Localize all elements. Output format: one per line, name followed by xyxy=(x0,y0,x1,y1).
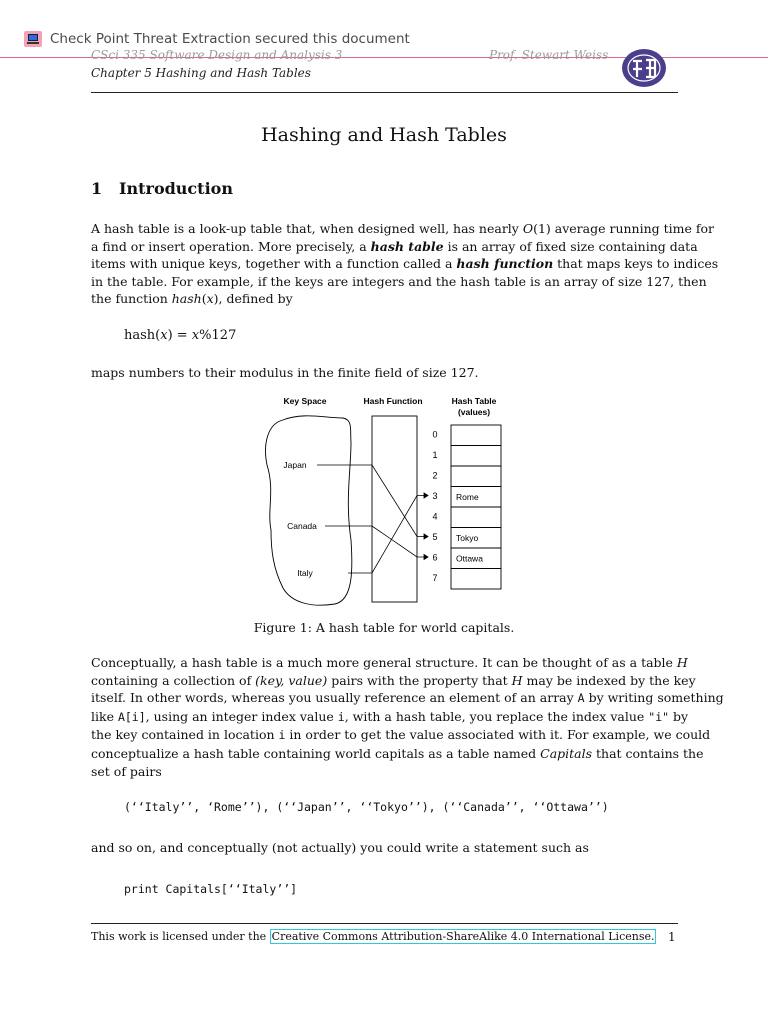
term-hash-table: hash table xyxy=(370,238,444,254)
paragraph-line: the key contained in location i in order to get the value associated with it. For example, we could xyxy=(91,727,711,743)
hash-function-box xyxy=(372,416,417,602)
index-label: 1 xyxy=(432,450,438,460)
paragraph-line: conceptualize a hash table containing world capitals as a table named Capitals that contains the xyxy=(91,745,704,761)
slot-value: Rome xyxy=(456,492,479,502)
header-professor: Prof. Stewart Weiss xyxy=(489,48,609,62)
key-label: Canada xyxy=(287,521,317,531)
index-label: 4 xyxy=(432,511,438,522)
banner-text: Check Point Threat Extraction secured this document xyxy=(50,31,410,47)
figure-header-hash-function: Hash Function xyxy=(363,396,423,406)
arrow-head xyxy=(424,534,428,539)
license-link[interactable]: Creative Commons Attribution-ShareAlike 4.0 International License. xyxy=(271,930,655,943)
figure-header-hash-table-sub: (values) xyxy=(457,407,491,417)
index-labels xyxy=(432,430,437,584)
page-number: 1 xyxy=(668,930,676,944)
index-label: 6 xyxy=(432,552,438,563)
mapping-line xyxy=(325,526,427,557)
key-label: Japan xyxy=(283,460,307,470)
college-seal-logo xyxy=(620,47,668,89)
slot-value: Tokyo xyxy=(456,533,479,543)
mapping-lines xyxy=(317,465,428,573)
arrow-head xyxy=(424,555,428,560)
hash-table-figure xyxy=(255,390,515,610)
modulus-paragraph: maps numbers to their modulus in the finite field of size 127. xyxy=(91,365,479,380)
index-label: 2 xyxy=(432,470,438,481)
code-pairs: (‘‘Italy’’, ‘Rome’’), (‘‘Japan’’, ‘‘Tokyo’’), (‘‘Canada’’, ‘‘Ottawa’’) xyxy=(124,800,609,814)
table-slot xyxy=(451,569,501,590)
index-label: 0 xyxy=(432,429,438,440)
table-slot xyxy=(451,425,501,446)
hash-table-slots xyxy=(451,425,501,589)
section-heading xyxy=(91,179,233,198)
paragraph-line: in the table. For example, if the keys are integers and the hash table is an array of size 127, then xyxy=(91,273,707,289)
section-number: 1 xyxy=(91,179,103,198)
table-slot xyxy=(451,507,501,528)
conceptual-paragraph xyxy=(91,654,724,780)
figure-caption: Figure 1: A hash table for world capitals. xyxy=(253,620,515,635)
footer-license xyxy=(91,930,656,943)
paragraph-line: set of pairs xyxy=(91,763,162,779)
security-banner xyxy=(24,30,410,48)
header-rule xyxy=(91,92,678,93)
figure-header-hash-table: Hash Table xyxy=(451,396,497,406)
paragraph-line: the function hash(x), defined by xyxy=(91,291,293,307)
table-slot xyxy=(451,466,501,487)
header-chapter: Chapter 5 Hashing and Hash Tables xyxy=(91,66,311,80)
index-label: 7 xyxy=(432,573,438,583)
table-slot xyxy=(451,446,501,467)
paragraph-line: items with unique keys, together with a function called a hash function that maps keys to indices xyxy=(91,256,719,272)
statement-paragraph: and so on, and conceptually (not actually) you could write a statement such as xyxy=(91,840,589,855)
document-title: Hashing and Hash Tables xyxy=(261,124,507,146)
computer-icon xyxy=(24,31,42,47)
paragraph-line: Conceptually, a hash table is a much more general structure. It can be thought of as a table H xyxy=(91,655,688,670)
hash-equation: hash(x) = x%127 xyxy=(124,328,237,343)
section-title: Introduction xyxy=(119,179,233,198)
footer-rule xyxy=(91,923,678,924)
paragraph-line: A hash table is a look-up table that, when designed well, has nearly O(1) average running time for xyxy=(91,221,715,236)
paragraph-line: a find or insert operation. More precisely, a hash table is an array of fixed size containing data xyxy=(91,238,698,254)
key-labels xyxy=(283,460,317,578)
paragraph-line: containing a collection of (key, value) pairs with the property that H may be indexed by the key xyxy=(91,672,696,688)
index-label: 3 xyxy=(432,491,438,501)
index-label: 5 xyxy=(432,532,438,542)
key-label: Italy xyxy=(297,568,313,578)
header-course: CSci 335 Software Design and Analysis 3 xyxy=(91,48,343,62)
term-hash-function: hash function xyxy=(456,256,554,272)
paragraph-line: itself. In other words, whereas you usually reference an element of an array A by writing something xyxy=(91,690,724,706)
code-print-statement: print Capitals[‘‘Italy’’] xyxy=(124,882,298,896)
intro-paragraph xyxy=(91,220,719,308)
footer-prefix: This work is licensed under the xyxy=(91,930,270,943)
slot-value: Ottawa xyxy=(456,553,483,564)
paragraph-line: like A[i], using an integer index value i, with a hash table, you replace the index value "i" by xyxy=(91,708,689,724)
arrow-head xyxy=(424,493,428,498)
figure-header-key-space: Key Space xyxy=(283,396,327,406)
